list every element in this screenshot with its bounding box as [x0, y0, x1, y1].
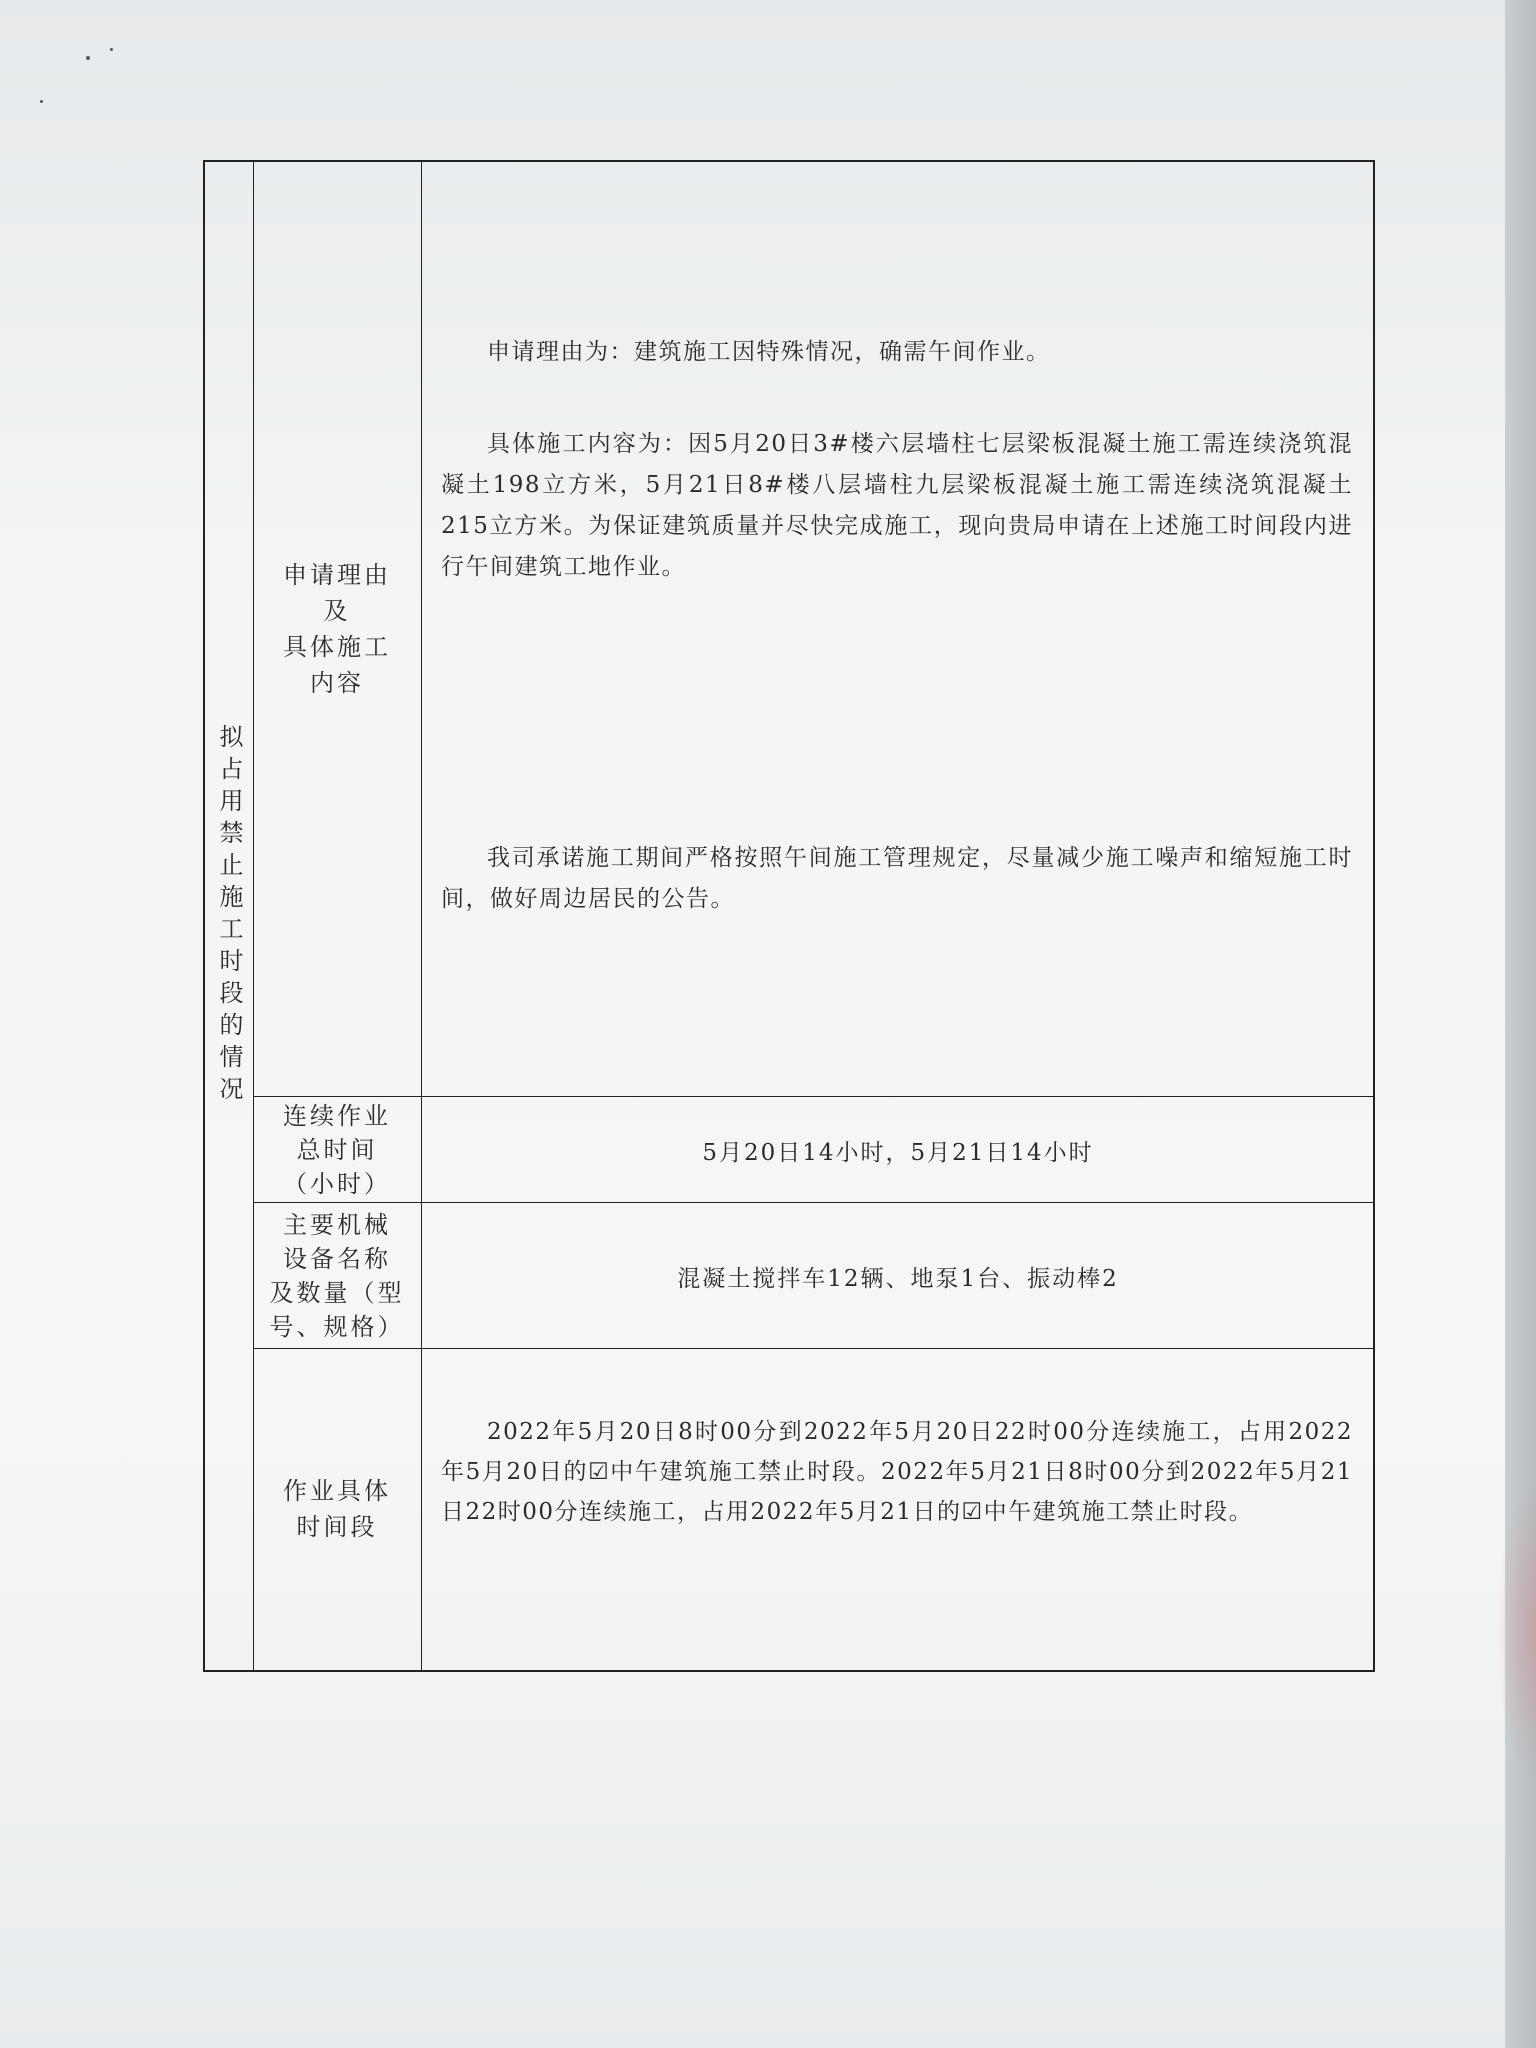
period-value: 2022年5月20日8时00分到2022年5月20日22时00分连续施工，占用2022年5月20日的☑中午建筑施工禁止时段。2022年5月21日8时00分到2022年5月21日22时00分连续施工，占用2022年5月21日的☑中午建筑施工禁止时段。	[441, 1419, 1353, 1525]
commitment-paragraph: 我司承诺施工期间严格按照午间施工管理规定，尽量减少施工噪声和缩短施工时间，做好周边居民的公告。	[441, 845, 1353, 912]
speck	[110, 48, 113, 51]
reason-paragraph: 申请理由为：建筑施工因特殊情况，确需午间作业。	[487, 339, 1051, 365]
period-label: 作业具体 时间段	[283, 1477, 391, 1541]
duration-value: 5月20日14小时，5月21日14小时	[702, 1139, 1094, 1166]
column-divider	[253, 162, 254, 1670]
column-divider	[421, 162, 422, 1670]
equipment-value: 混凝土搅拌车12辆、地泵1台、振动棒2	[677, 1265, 1119, 1292]
equipment-label: 主要机械 设备名称 及数量（型 号、规格）	[269, 1211, 405, 1341]
section-label	[205, 162, 253, 1670]
application-table	[203, 160, 1375, 1672]
red-seal-stamp	[1496, 1480, 1536, 1780]
section-label-text: 拟占用禁止施工时段的情况	[215, 724, 243, 1108]
speck	[86, 56, 90, 60]
duration-label: 连续作业 总时间 （小时）	[283, 1102, 391, 1198]
construction-content-paragraph: 具体施工内容为：因5月20日3#楼六层墙柱七层梁板混凝土施工需连续浇筑混凝土198立方米，5月21日8#楼八层墙柱九层梁板混凝土施工需连续浇筑混凝土215立方米。为保证建筑质量并尽快完成施工，现向贵局申请在上述施工时间段内进行午间建筑工地作业。	[441, 431, 1353, 580]
speck	[40, 100, 43, 103]
reason-label: 申请理由 及 具体施工 内容	[283, 561, 391, 697]
row-divider	[253, 1096, 1373, 1097]
row-divider	[253, 1202, 1373, 1203]
row-divider	[253, 1348, 1373, 1349]
